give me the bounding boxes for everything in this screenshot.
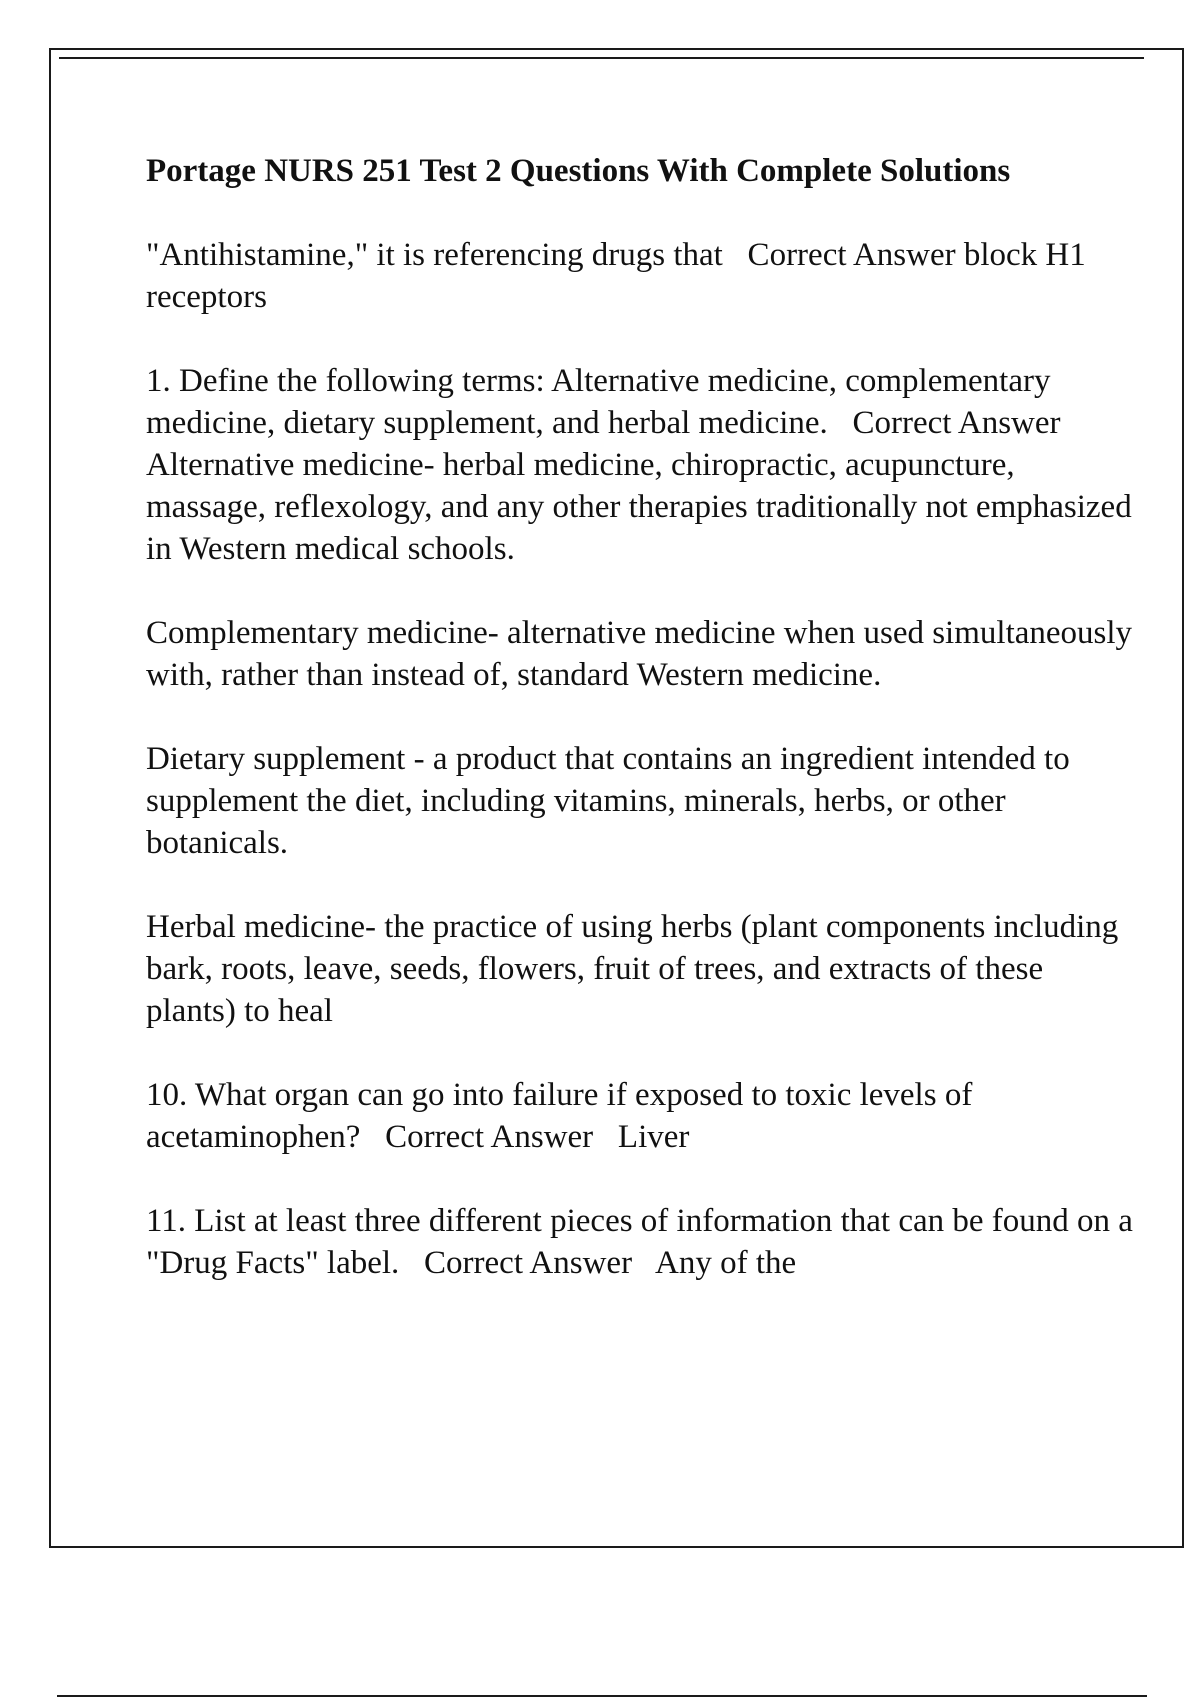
paragraph-question-11: 11. List at least three different pieces of information that can be found on a "Drug Facts" label. Correct Answer Any of the (146, 1203, 1142, 1281)
document-body (146, 150, 1142, 1326)
page-frame (49, 48, 1184, 1548)
bottom-rule (57, 1695, 1147, 1697)
document-title: Portage NURS 251 Test 2 Questions With Complete Solutions (146, 153, 1011, 189)
paragraph-complementary-medicine: Complementary medicine- alternative medicine when used simultaneously with, rather than instead of, standard Western medicine. (146, 615, 1141, 693)
paragraph-dietary-supplement: Dietary supplement - a product that contains an ingredient intended to supplement the diet, including vitamins, minerals, herbs, or other botanicals. (146, 741, 1078, 861)
paragraph-question-10: 10. What organ can go into failure if exposed to toxic levels of acetaminophen? Correct Answer Liver (146, 1077, 981, 1155)
paragraph-question-1: 1. Define the following terms: Alternative medicine, complementary medicine, dietary supplement, and herbal medicine. Correct Answer Alternative medicine- herbal medicine, chiropractic, acupuncture, massage, reflexology, and any other therapies traditionally not emphasized in Western medical schools. (146, 363, 1140, 567)
paragraph-antihistamine: "Antihistamine," it is referencing drugs that Correct Answer block H1 receptors (146, 237, 1094, 315)
paragraph-herbal-medicine: Herbal medicine- the practice of using herbs (plant components including bark, roots, leave, seeds, flowers, fruit of trees, and extracts of these plants) to heal (146, 909, 1127, 1029)
top-rule (59, 57, 1144, 59)
